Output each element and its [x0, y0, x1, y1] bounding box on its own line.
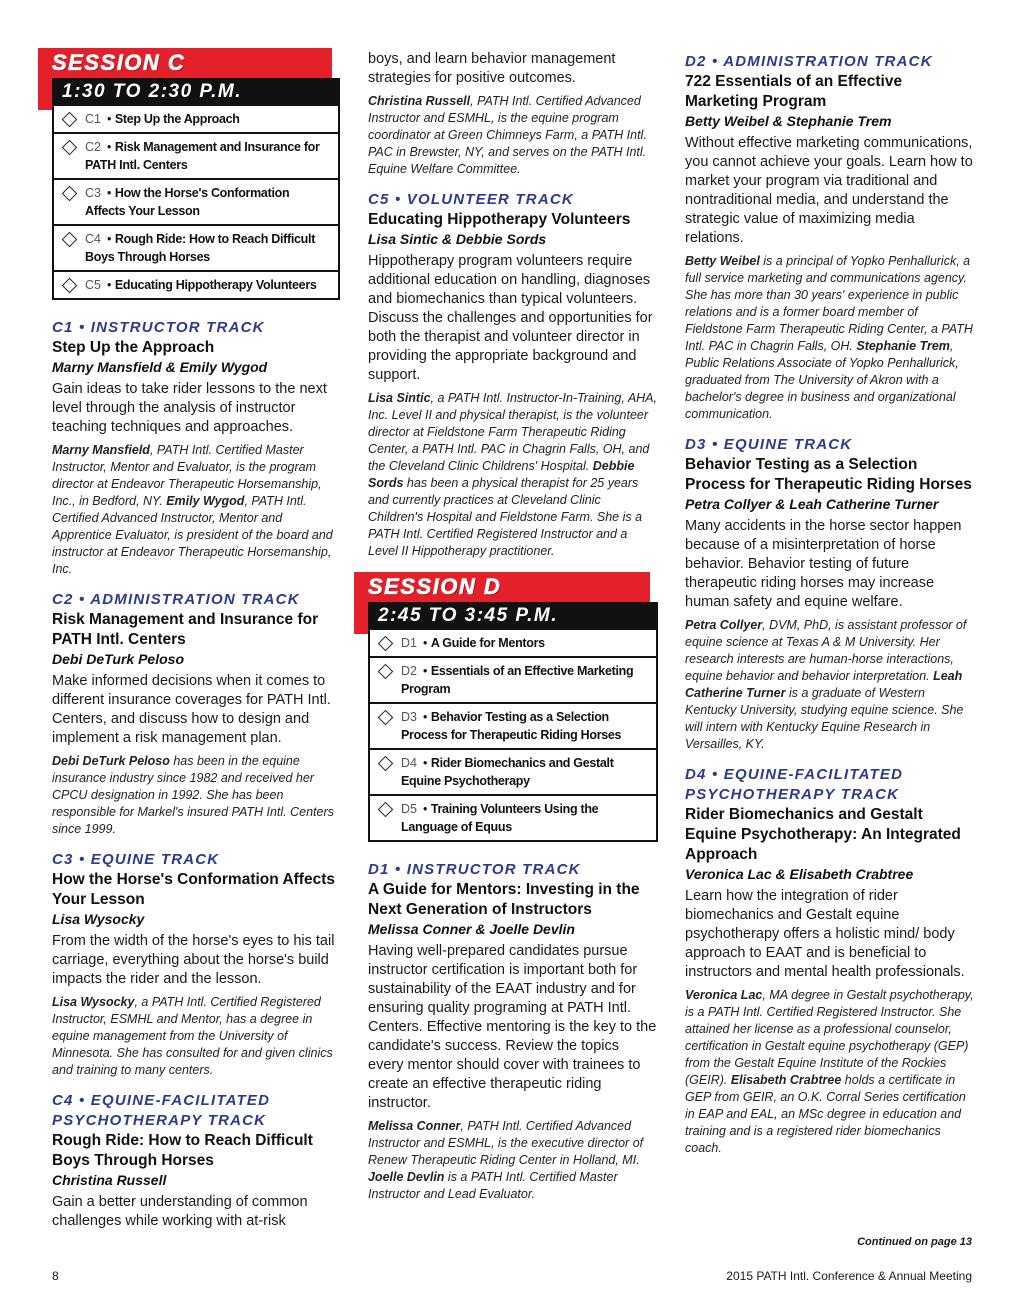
session-item-code: D5: [401, 802, 417, 816]
session-item-code: C5: [85, 278, 101, 292]
session-item-code: C3: [85, 186, 101, 200]
d1-section: [368, 860, 658, 1203]
diamond-icon: [378, 636, 394, 652]
column-right: [685, 52, 975, 1169]
speakers: Debi DeTurk Peloso: [52, 651, 185, 667]
column-left: [52, 48, 340, 1236]
diamond-icon: [62, 186, 78, 202]
talk-title: A Guide for Mentors: Investing in the Next Generation of Instructors: [368, 881, 640, 918]
diamond-icon: [62, 112, 78, 128]
c2-section: [52, 590, 340, 838]
description: Gain a better understanding of common challenges while working with at-risk: [52, 1194, 308, 1229]
speakers: Melissa Conner & Joelle Devlin: [368, 921, 575, 937]
session-item-d2: [370, 656, 656, 702]
session-item-text: [401, 708, 650, 744]
d2-section: [685, 52, 975, 423]
c4-continued: [368, 50, 658, 178]
session-item-title: How the Horse's Conformation Affects Your Lesson: [85, 186, 290, 218]
session-item-title: Risk Management and Insurance for PATH Intl. Centers: [85, 140, 320, 172]
talk-title: Step Up the Approach: [52, 339, 215, 356]
session-item-code: D2: [401, 664, 417, 678]
session-item-text: [85, 110, 240, 128]
diamond-icon: [378, 756, 394, 772]
session-item-d4: [370, 748, 656, 794]
talk-title: Behavior Testing as a Selection Process for Therapeutic Riding Horses: [685, 456, 972, 493]
session-d-title: SESSION D: [354, 572, 650, 602]
diamond-icon: [62, 140, 78, 156]
speaker-bio: Veronica Lac, MA degree in Gestalt psychotherapy, is a PATH Intl. Certified Registered Instructor. She attained her license as a professional counselor, certification in Gestalt equine psychotherapy (GEP) from the Gestalt Equine Institute of the Rockies (GEIR). Elisabeth Crabtree holds a certificate in GEP from GEIR, an O.K. Corral Series certification in EAP and EAL, an MSc degree in education and training and is a registered rider biomechanics coach.: [685, 988, 974, 1155]
page-number: 8: [52, 1269, 59, 1283]
speaker-bio: Petra Collyer, DVM, PhD, is assistant professor of equine science at Texas A & M University. Her research interests are human-horse interactions, equine behavior and behavior interpretation. Leah Catherine Turner is a graduate of Western Kentucky University, studying equine science. She will intern with Kentucky Equine Research in Versailles, KY.: [685, 618, 967, 751]
speakers: Petra Collyer & Leah Catherine Turner: [685, 496, 939, 512]
session-item-title: Training Volunteers Using the Language of Equus: [401, 802, 599, 834]
track-heading: D1 • INSTRUCTOR TRACK: [368, 861, 581, 878]
session-red-edge: [38, 48, 52, 110]
talk-title: Rough Ride: How to Reach Difficult Boys Through Horses: [52, 1132, 313, 1169]
description: Without effective marketing communications, you cannot achieve your goals. Learn how to market your program via traditional and nontraditional media, and understand the strategic value of maximizing media relations.: [685, 135, 973, 246]
talk-title: Rider Biomechanics and Gestalt Equine Psychotherapy: An Integrated Approach: [685, 806, 961, 863]
description: Gain ideas to take rider lessons to the next level through the analysis of instructor teaching techniques and approaches.: [52, 381, 327, 435]
publication-title: 2015 PATH Intl. Conference & Annual Meeting: [726, 1269, 972, 1283]
diamond-icon: [378, 710, 394, 726]
d3-section: [685, 435, 975, 753]
description: Having well-prepared candidates pursue instructor certification is important both for sustainability of the EAAT industry and for ensuring quality programing at PATH Intl. Centers. Effective mentoring is the key to the candidate's success. Review the topics every mentor should cover with trainees to create an effective therapeutic riding instructor.: [368, 943, 657, 1111]
session-item-text: [85, 230, 332, 266]
session-item-title: Behavior Testing as a Selection Process for Therapeutic Riding Horses: [401, 710, 622, 742]
bullet-icon: •: [422, 756, 431, 770]
session-item-d3: [370, 702, 656, 748]
track-heading: D4 • EQUINE-FACILITATED PSYCHOTHERAPY TRACK: [685, 766, 904, 803]
bullet-icon: •: [106, 278, 115, 292]
speaker-bio: Betty Weibel is a principal of Yopko Penhallurick, a full service marketing and communications agency. She has more than 30 years' experience in public relations and is a former board member of Fieldstone Farm Therapeutic Riding Center, a PATH Intl. PAC in Chagrin Falls, OH. Stephanie Trem, Public Relations Associate of Yopko Penhallurick, graduated from The University of Akron with a bachelor's degree in business and organizational communication.: [685, 254, 973, 421]
session-d-time: 2:45 TO 3:45 P.M.: [368, 602, 658, 630]
session-c-time: 1:30 TO 2:30 P.M.: [52, 78, 340, 106]
session-item-c3: [54, 178, 338, 224]
session-item-code: D1: [401, 636, 417, 650]
session-item-title: A Guide for Mentors: [430, 636, 545, 650]
diamond-icon: [378, 664, 394, 680]
speakers: Christina Russell: [52, 1172, 167, 1188]
session-item-title: Educating Hippotherapy Volunteers: [114, 278, 317, 292]
speakers: Veronica Lac & Elisabeth Crabtree: [685, 866, 914, 882]
bullet-icon: •: [106, 186, 115, 200]
bullet-icon: •: [106, 140, 115, 154]
description: From the width of the horse's eyes to his tail carriage, everything about the horse's build impacts the rider and the lesson.: [52, 933, 335, 987]
session-c-list: [52, 106, 340, 300]
speaker-bio: Christina Russell, PATH Intl. Certified Advanced Instructor and ESMHL, is the equine program coordinator at Green Chimneys Farm, a PATH Intl. PAC in Brewster, NY, and serves on the PATH Intl. Equine Welfare Committee.: [368, 94, 647, 176]
bullet-icon: •: [106, 112, 115, 126]
session-item-code: C1: [85, 112, 101, 126]
session-item-c2: [54, 132, 338, 178]
talk-title: How the Horse's Conformation Affects Your Lesson: [52, 871, 335, 908]
c5-section: [368, 190, 658, 560]
session-item-text: [401, 754, 650, 790]
speakers: Betty Weibel & Stephanie Trem: [685, 113, 892, 129]
description: Learn how the integration of rider biomechanics and Gestalt equine psychotherapy offers a holistic mind/ body approach to EAAT and is beneficial to instructors and mental health professionals.: [685, 888, 965, 980]
description: Many accidents in the horse sector happen because of a misinterpretation of horse behavior. Behavior testing of future therapeutic riding horses may increase human safety and equine welfare.: [685, 518, 962, 610]
speakers: Marny Mansfield & Emily Wygod: [52, 359, 268, 375]
speaker-bio: Lisa Sintic, a PATH Intl. Instructor-In-Training, AHA, Inc. Level II and physical therapist, is the volunteer director at Fieldstone Farm Therapeutic Riding Center, a PATH Intl. PAC in Chagrin Falls, OH, and the Cleveland Clinic Childrens' Hospital. Debbie Sords has been a physical therapist for 25 years and currently practices at Cleveland Clinic Children's Hospital and Fieldstone Farm. She is a PATH Intl. Certified Registered Instructor and a Level II Hippotherapy practitioner.: [368, 391, 657, 558]
session-item-title: Rough Ride: How to Reach Difficult Boys Through Horses: [85, 232, 316, 264]
talk-title: 722 Essentials of an Effective Marketing Program: [685, 73, 903, 110]
diamond-icon: [62, 278, 78, 294]
session-red-edge: [354, 572, 368, 634]
session-item-title: Step Up the Approach: [114, 112, 240, 126]
description-continued: boys, and learn behavior management strategies for positive outcomes.: [368, 51, 616, 86]
track-heading: C2 • ADMINISTRATION TRACK: [52, 591, 300, 608]
session-item-code: C2: [85, 140, 101, 154]
c1-section: [52, 318, 340, 578]
session-item-text: [401, 662, 650, 698]
session-item-c5: [54, 270, 338, 298]
bullet-icon: •: [422, 802, 431, 816]
session-item-text: [85, 276, 317, 294]
session-item-title: Essentials of an Effective Marketing Program: [401, 664, 634, 696]
bullet-icon: •: [422, 710, 431, 724]
session-item-d1: [370, 630, 656, 656]
speaker-bio: Marny Mansfield, PATH Intl. Certified Master Instructor, Mentor and Evaluator, is the program director at Endeavor Therapeutic Horsemanship, Inc., in Bedford, NY. Emily Wygod, PATH Intl. Certified Advanced Instructor, Mentor and Apprentice Evaluator, is president of the board and instructor at Endeavor Therapeutic Horsemanship, Inc.: [52, 443, 333, 576]
track-heading: C4 • EQUINE-FACILITATED PSYCHOTHERAPY TRACK: [52, 1092, 271, 1129]
session-c-title: SESSION C: [38, 48, 332, 78]
session-item-code: C4: [85, 232, 101, 246]
c3-section: [52, 850, 340, 1079]
speakers: Lisa Wysocky: [52, 911, 145, 927]
track-heading: C5 • VOLUNTEER TRACK: [368, 191, 574, 208]
diamond-icon: [62, 232, 78, 248]
talk-title: Educating Hippotherapy Volunteers: [368, 211, 631, 228]
column-middle: [368, 50, 658, 1215]
session-item-c1: [54, 106, 338, 132]
bullet-icon: •: [422, 636, 431, 650]
continued-note: Continued on page 13: [857, 1236, 972, 1248]
speaker-bio: Lisa Wysocky, a PATH Intl. Certified Registered Instructor, ESMHL and Mentor, has a degree in equine management from the University of Minnesota. She has consulted for and given clinics and training to many centers.: [52, 995, 333, 1077]
session-item-code: D4: [401, 756, 417, 770]
description: Make informed decisions when it comes to different insurance coverages for PATH Intl. Centers, and discuss how to design and implement a risk management plan.: [52, 673, 331, 746]
session-item-d5: [370, 794, 656, 840]
talk-title: Risk Management and Insurance for PATH Intl. Centers: [52, 611, 319, 648]
c4-section: [52, 1091, 340, 1231]
diamond-icon: [378, 802, 394, 818]
session-item-text: [85, 138, 332, 174]
track-heading: D2 • ADMINISTRATION TRACK: [685, 53, 933, 70]
session-item-text: [401, 634, 545, 652]
speaker-bio: Debi DeTurk Peloso has been in the equine insurance industry since 1982 and received her CPCU designation in 1992. She has been responsible for Markel's insured PATH Intl. Centers since 1999.: [52, 754, 334, 836]
speaker-bio: Melissa Conner, PATH Intl. Certified Advanced Instructor and ESMHL, is the executive director of Renew Therapeutic Riding Center in Holland, MI. Joelle Devlin is a PATH Intl. Certified Master Instructor and Lead Evaluator.: [368, 1119, 644, 1201]
session-item-text: [85, 184, 332, 220]
track-heading: C1 • INSTRUCTOR TRACK: [52, 319, 265, 336]
session-d-list: [368, 630, 658, 842]
bullet-icon: •: [106, 232, 115, 246]
d4-section: [685, 765, 975, 1157]
session-item-text: [401, 800, 650, 836]
track-heading: C3 • EQUINE TRACK: [52, 851, 220, 868]
session-item-code: D3: [401, 710, 417, 724]
bullet-icon: •: [422, 664, 431, 678]
session-item-title: Rider Biomechanics and Gestalt Equine Psychotherapy: [401, 756, 614, 788]
description: Hippotherapy program volunteers require additional education on handling, diagnoses and biomechanics than typical volunteers. Discuss the challenges and opportunities for both the therapist and volunteer director in providing the appropriate background and support.: [368, 253, 653, 383]
session-item-c4: [54, 224, 338, 270]
track-heading: D3 • EQUINE TRACK: [685, 436, 853, 453]
speakers: Lisa Sintic & Debbie Sords: [368, 231, 547, 247]
session-d-box: [354, 572, 658, 842]
session-c-box: [38, 48, 340, 300]
